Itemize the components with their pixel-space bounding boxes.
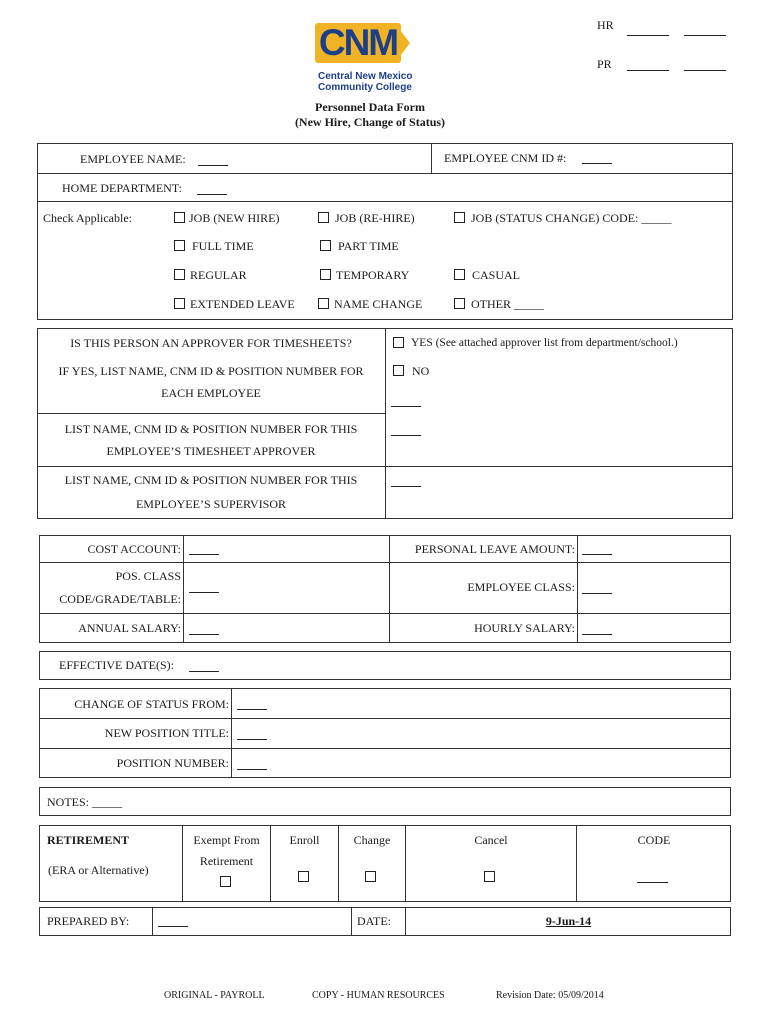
divider bbox=[39, 718, 731, 719]
divider bbox=[39, 748, 731, 749]
if-yes-line2: EACH EMPLOYEE bbox=[161, 386, 261, 400]
logo-text: CNM bbox=[318, 22, 398, 63]
code-label: CODE bbox=[637, 833, 671, 847]
job-status-change-checkbox[interactable] bbox=[454, 212, 465, 223]
employee-id-label: EMPLOYEE CNM ID #: bbox=[444, 151, 567, 165]
retirement-subtitle: (ERA or Alternative) bbox=[48, 863, 149, 877]
divider bbox=[577, 535, 578, 643]
divider bbox=[37, 201, 733, 202]
logo-subtitle-line1: Central New Mexico bbox=[318, 71, 413, 82]
extended-leave-checkbox[interactable] bbox=[174, 298, 185, 309]
timesheet-approver-line1: LIST NAME, CNM ID & POSITION NUMBER FOR THIS bbox=[64, 422, 358, 436]
extended-leave-label: EXTENDED LEAVE bbox=[190, 297, 295, 311]
change-checkbox[interactable] bbox=[365, 871, 376, 882]
if-yes-line1: IF YES, LIST NAME, CNM ID & POSITION NUMBER FOR bbox=[58, 364, 364, 378]
regular-checkbox[interactable] bbox=[174, 269, 185, 280]
supervisor-field[interactable] bbox=[391, 486, 421, 487]
pos-class-line1: POS. CLASS bbox=[115, 569, 181, 583]
full-time-label: FULL TIME bbox=[192, 239, 254, 253]
footer-revision: Revision Date: 05/09/2014 bbox=[496, 990, 604, 1001]
change-from-label: CHANGE OF STATUS FROM: bbox=[74, 697, 229, 711]
divider bbox=[37, 413, 385, 414]
position-number-label: POSITION NUMBER: bbox=[116, 756, 229, 770]
prepared-by-field[interactable] bbox=[158, 926, 188, 927]
employee-list-field[interactable] bbox=[391, 406, 421, 407]
name-change-label: NAME CHANGE bbox=[334, 297, 423, 311]
name-change-checkbox[interactable] bbox=[318, 298, 329, 309]
hr-label: HR bbox=[597, 18, 614, 32]
personal-leave-label: PERSONAL LEAVE AMOUNT: bbox=[414, 542, 575, 556]
form-title: Personnel Data Form bbox=[315, 100, 425, 114]
logo-subtitle-line2: Community College bbox=[318, 82, 412, 93]
annual-salary-label: ANNUAL SALARY: bbox=[78, 621, 181, 635]
divider bbox=[231, 688, 232, 778]
supervisor-line1: LIST NAME, CNM ID & POSITION NUMBER FOR THIS bbox=[64, 473, 358, 487]
divider bbox=[37, 466, 733, 467]
notes-label: NOTES: _____ bbox=[47, 795, 122, 809]
divider bbox=[183, 535, 184, 643]
date-value[interactable]: 9-Jun-14 bbox=[545, 914, 592, 928]
change-label: Change bbox=[353, 833, 391, 847]
cnm-logo bbox=[313, 20, 413, 98]
divider bbox=[37, 173, 733, 174]
pr-label: PR bbox=[597, 57, 612, 71]
part-time-checkbox[interactable] bbox=[320, 240, 331, 251]
other-label: OTHER _____ bbox=[471, 297, 544, 311]
approver-no-label: NO bbox=[412, 364, 430, 378]
enroll-checkbox[interactable] bbox=[298, 871, 309, 882]
employee-id-field[interactable] bbox=[582, 163, 612, 164]
annual-salary-field[interactable] bbox=[189, 634, 219, 635]
cost-account-label: COST ACCOUNT: bbox=[87, 542, 181, 556]
cancel-checkbox[interactable] bbox=[484, 871, 495, 882]
divider bbox=[351, 907, 352, 936]
cost-account-field[interactable] bbox=[189, 554, 219, 555]
footer-copy: COPY - HUMAN RESOURCES bbox=[312, 990, 445, 1001]
effective-date-field[interactable] bbox=[189, 671, 219, 672]
job-re-hire-checkbox[interactable] bbox=[318, 212, 329, 223]
hr-initial-line-1[interactable] bbox=[627, 35, 669, 36]
retirement-title: RETIREMENT bbox=[47, 833, 130, 847]
timesheet-approver-field[interactable] bbox=[391, 435, 421, 436]
approver-yes-label: YES (See attached approver list from department/school.) bbox=[411, 337, 678, 349]
employee-name-field[interactable] bbox=[198, 165, 228, 166]
approver-yes-checkbox[interactable] bbox=[393, 337, 404, 348]
temporary-checkbox[interactable] bbox=[320, 269, 331, 280]
divider bbox=[39, 562, 731, 563]
personal-leave-field[interactable] bbox=[582, 554, 612, 555]
prepared-by-label: PREPARED BY: bbox=[47, 914, 130, 928]
effective-date-label: EFFECTIVE DATE(S): bbox=[59, 658, 174, 672]
employee-info-section bbox=[37, 143, 733, 320]
cancel-label: Cancel bbox=[474, 833, 508, 847]
regular-label: REGULAR bbox=[190, 268, 247, 282]
enroll-label: Enroll bbox=[289, 833, 320, 847]
notes-section[interactable] bbox=[39, 787, 731, 816]
hr-initial-line-2[interactable] bbox=[684, 35, 726, 36]
part-time-label: PART TIME bbox=[338, 239, 399, 253]
timesheet-approver-line2: EMPLOYEE’S TIMESHEET APPROVER bbox=[106, 444, 316, 458]
home-department-label: HOME DEPARTMENT: bbox=[62, 181, 182, 195]
exempt-checkbox[interactable] bbox=[220, 876, 231, 887]
exempt-line2: Retirement bbox=[199, 854, 254, 868]
position-number-field[interactable] bbox=[237, 769, 267, 770]
divider bbox=[152, 907, 153, 936]
other-checkbox[interactable] bbox=[454, 298, 465, 309]
hourly-salary-label: HOURLY SALARY: bbox=[474, 621, 575, 635]
divider bbox=[39, 613, 731, 614]
employee-class-label: EMPLOYEE CLASS: bbox=[467, 580, 575, 594]
new-title-label: NEW POSITION TITLE: bbox=[104, 726, 229, 740]
casual-checkbox[interactable] bbox=[454, 269, 465, 280]
full-time-checkbox[interactable] bbox=[174, 240, 185, 251]
form-subtitle: (New Hire, Change of Status) bbox=[294, 115, 446, 129]
code-field[interactable] bbox=[637, 882, 668, 883]
job-re-hire-label: JOB (RE-HIRE) bbox=[335, 211, 415, 225]
divider bbox=[431, 143, 432, 173]
pr-initial-line-1[interactable] bbox=[627, 70, 669, 71]
job-new-hire-label: JOB (NEW HIRE) bbox=[189, 211, 280, 225]
job-status-change-label: JOB (STATUS CHANGE) CODE: _____ bbox=[471, 211, 672, 225]
casual-label: CASUAL bbox=[472, 268, 521, 282]
home-department-field[interactable] bbox=[197, 194, 227, 195]
employee-name-label: EMPLOYEE NAME: bbox=[80, 152, 186, 166]
change-from-field[interactable] bbox=[237, 709, 267, 710]
hourly-salary-field[interactable] bbox=[582, 634, 612, 635]
job-new-hire-checkbox[interactable] bbox=[174, 212, 185, 223]
approver-no-checkbox[interactable] bbox=[393, 365, 404, 376]
supervisor-line2: EMPLOYEE’S SUPERVISOR bbox=[135, 497, 287, 511]
temporary-label: TEMPORARY bbox=[336, 268, 410, 282]
pr-initial-line-2[interactable] bbox=[684, 70, 726, 71]
divider bbox=[385, 328, 386, 519]
exempt-line1: Exempt From bbox=[193, 833, 260, 847]
pos-class-line2: CODE/GRADE/TABLE: bbox=[59, 592, 181, 606]
footer-original: ORIGINAL - PAYROLL bbox=[164, 990, 265, 1001]
check-applicable-label: Check Applicable: bbox=[43, 211, 132, 225]
approver-question: IS THIS PERSON AN APPROVER FOR TIMESHEETS? bbox=[70, 336, 352, 350]
date-label: DATE: bbox=[357, 914, 391, 928]
employee-class-field[interactable] bbox=[582, 593, 612, 594]
new-title-field[interactable] bbox=[237, 739, 267, 740]
pos-class-field[interactable] bbox=[189, 592, 219, 593]
